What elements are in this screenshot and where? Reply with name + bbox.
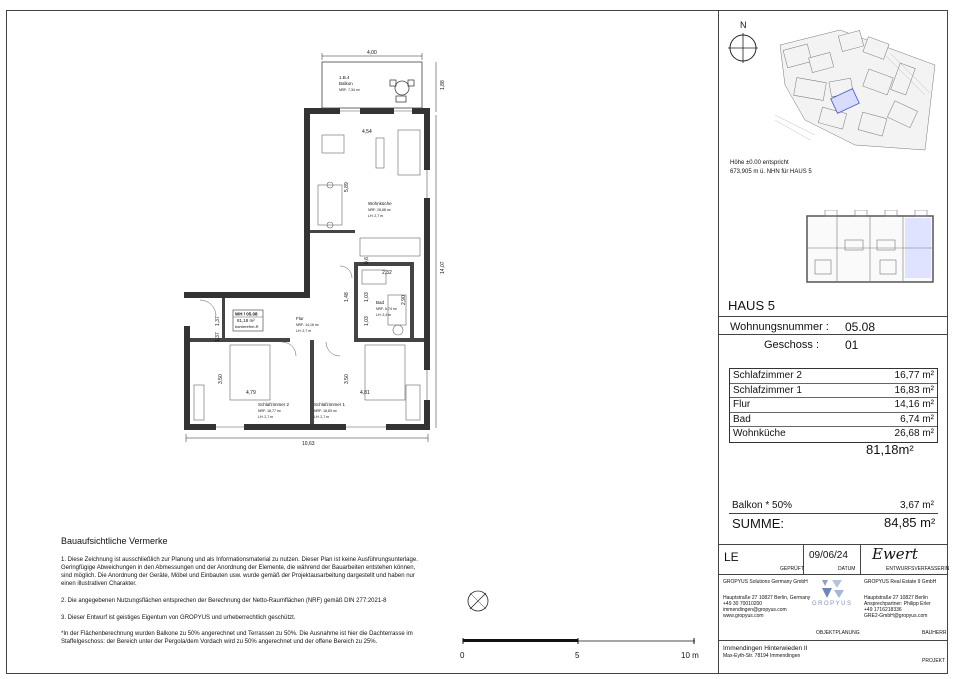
north-marker-icon	[466, 588, 492, 618]
note-line: *In der Flächenberechnung wurden Balkone zu 50% angerechnet und Terrassen zu 50%. Die Ausnahme ist hier die Dachterrasse im	[61, 631, 413, 637]
room-name: Schlafzimmer 2	[733, 370, 802, 381]
right-company: GROPYUS Real Estate 9 GmbH	[864, 579, 937, 585]
balcony-code: 1.B.4	[339, 75, 350, 80]
right-address-line: GRE2-GmbH@gropyus.com	[864, 613, 928, 619]
dim-living-width: 4,54	[362, 129, 372, 135]
bath-height: LH: 2,4 m	[376, 313, 392, 317]
note-line: 1. Diese Zeichnung ist ausschließlich zur Planung und als Informationsmaterial zu nutzen. Dieser Plan ist keine Ausführungsunterlage.	[61, 557, 418, 563]
left-role: OBJEKTPLANUNG	[816, 630, 860, 636]
living-height: LH: 2,7 m	[368, 214, 384, 218]
site-plan-image	[765, 25, 940, 155]
key-plan-image	[805, 210, 935, 290]
height-note-2: 673,905 m ü. NHN für HAUS 5	[730, 169, 812, 175]
bed1-area: NRF: 16,83 m²	[314, 409, 337, 413]
room-row	[730, 384, 937, 399]
bath-area: NRF: 6,74 m²	[376, 307, 398, 311]
note-line: einen illustrativen Charakter.	[61, 581, 137, 587]
left-company: GROPYUS Solutions Germany GmbH	[723, 579, 808, 585]
room-name: Bad	[733, 413, 751, 425]
dim-bed1-height: 3,50	[344, 374, 350, 384]
hall-name: Flur	[296, 316, 304, 321]
scale-label: 5	[575, 651, 580, 660]
unit-tag-note: barrierefrei-R	[235, 324, 259, 329]
unit-tag-area: 81,18 m²	[237, 318, 255, 323]
bed1-name: Schlafzimmer 1	[314, 402, 346, 407]
room-area: 26,68 m²	[894, 428, 934, 439]
north-arrow-icon	[728, 33, 758, 63]
note-line: 2. Die angegebenen Nutzungsflächen entsprechen der Berechnung der Netto-Raumflächen (NRF) gemäß DIN 277:2021-8	[61, 598, 387, 604]
dim-total-height: 14,07	[440, 261, 446, 274]
dim-living-height: 5,89	[344, 182, 350, 192]
hall-height: LH: 2,7 m	[296, 329, 312, 333]
signature: Ewert	[872, 545, 918, 563]
dim-bath-c: 2,90	[401, 295, 407, 305]
left-address-line: immendingen@gropyus.com	[723, 607, 787, 613]
project-address: Max-Eyth-Str. 78194 Immendingen	[723, 653, 801, 659]
dim-bed1-width: 4,81	[360, 390, 370, 396]
room-name: Wohnküche	[733, 428, 786, 439]
gropyus-logo-icon	[814, 578, 850, 600]
floor-plan	[180, 45, 455, 450]
logo-text: GROPYUS	[812, 601, 853, 607]
bed2-area: NRF: 16,77 m²	[258, 409, 281, 413]
bed2-name: Schlafzimmer 2	[258, 402, 290, 407]
dim-top: 4,00	[367, 50, 377, 56]
note-line: Staffelgeschoss: der Bereich unter der Pergola/dem Vordach wird zu 50% angerechnet und der offene Bereich zu 25%.	[61, 639, 378, 645]
rooms-total: 81,18m²	[866, 442, 914, 457]
room-row	[730, 398, 937, 413]
plan-date: 09/06/24	[809, 550, 848, 561]
living-area: NRF: 26,68 m²	[368, 208, 391, 212]
room-row	[730, 427, 937, 442]
scale-bar	[462, 638, 700, 648]
left-address-line: www.gropyus.com	[723, 613, 764, 619]
right-address-line: Hauptstraße 27 10827 Berlin	[864, 595, 928, 601]
dim-hall: 1,37	[215, 316, 221, 326]
left-address-line: Hauptstraße 27 10827 Berlin, Germany	[723, 595, 811, 601]
room-area: 16,83 m²	[894, 384, 934, 396]
dim-small: 0,6	[364, 257, 370, 264]
unit-label: Wohnungsnummer :	[730, 321, 829, 333]
height-note-1: Höhe ±0.00 entspricht	[730, 160, 789, 166]
initials: LE	[724, 550, 739, 564]
balcony-name: Balkon	[339, 81, 353, 86]
note-line: sind möglich. Die Anordnung der Geräte, Möbel und Einbauten usw. wurde gemäß der Projektausarbeitung dargestellt und haben nur	[61, 573, 415, 579]
floor-value: 01	[845, 338, 859, 352]
room-area-table	[729, 368, 938, 443]
sum-value: 84,85 m²	[884, 515, 936, 530]
scale-label: 10 m	[681, 651, 699, 660]
scale-label: 0	[460, 651, 465, 660]
living-name: Wohnküche	[368, 201, 392, 206]
dim-balcony-depth: 1,88	[440, 80, 446, 90]
unit-value: 05.08	[845, 320, 876, 334]
right-role: BAUHERR	[922, 630, 947, 636]
project-name: Immendingen Hinterwieden II	[723, 645, 808, 652]
dim-bath-width: 2,32	[382, 270, 392, 276]
balcony-label: Balkon * 50%	[732, 500, 793, 511]
note-line: Geringfügige Abweichungen in den Abmessungen und der Anordnung der Elemente, die während der Bauarbeiten entstehen können,	[61, 565, 416, 571]
project-label: PROJEKT	[922, 658, 946, 664]
note-line: 3. Dieser Entwurf ist geistiges Eigentum von GROPYUS und urheberrechtlich geschützt.	[61, 615, 296, 621]
sum-label: SUMME:	[732, 516, 784, 531]
balcony-area: NRF: 7,34 m²	[339, 88, 361, 92]
unit-tag-title: WH / 05.08	[235, 311, 258, 317]
bath-name: Bad	[376, 300, 385, 305]
dim-bath-b: 1,03	[364, 292, 370, 302]
room-name: Flur	[733, 399, 751, 410]
room-name: Schlafzimmer 1	[733, 384, 802, 396]
dim-bottom: 10,63	[302, 441, 315, 447]
right-address-line: +49 1716218336	[864, 607, 902, 613]
right-address-line: Ansprechpartner: Philipp Erler	[864, 601, 931, 607]
dim-bed2-height: 3,50	[218, 374, 224, 384]
date-label: DATUM	[838, 566, 856, 572]
room-area: 14,16 m²	[894, 399, 934, 410]
dim-bed2-width: 4,79	[246, 390, 256, 396]
bed2-height: LH: 2,7 m	[258, 415, 274, 419]
room-area: 6,74 m²	[900, 413, 934, 425]
bed1-height: LH: 2,7 m	[314, 415, 330, 419]
house-title: HAUS 5	[728, 298, 775, 313]
room-row	[730, 369, 937, 384]
floor-label: Geschoss :	[764, 339, 820, 351]
left-address-line: +49 30 70010200	[723, 601, 763, 607]
dim-hall-2: 1,37	[215, 332, 221, 342]
dim-bath-d: 1,03	[364, 316, 370, 326]
balcony-value: 3,67 m²	[900, 500, 934, 511]
room-row	[730, 413, 937, 428]
north-label: N	[740, 20, 747, 30]
checked-label: GEPRÜFT	[780, 566, 804, 572]
dim-bath-a: 1,48	[344, 292, 350, 302]
author-label: ENTWURFSVERFASSERIN	[886, 566, 950, 572]
hall-area: NRF: 14,16 m²	[296, 323, 319, 327]
room-area: 16,77 m²	[894, 370, 934, 381]
notes-title: Bauaufsichtliche Vermerke	[61, 536, 168, 546]
